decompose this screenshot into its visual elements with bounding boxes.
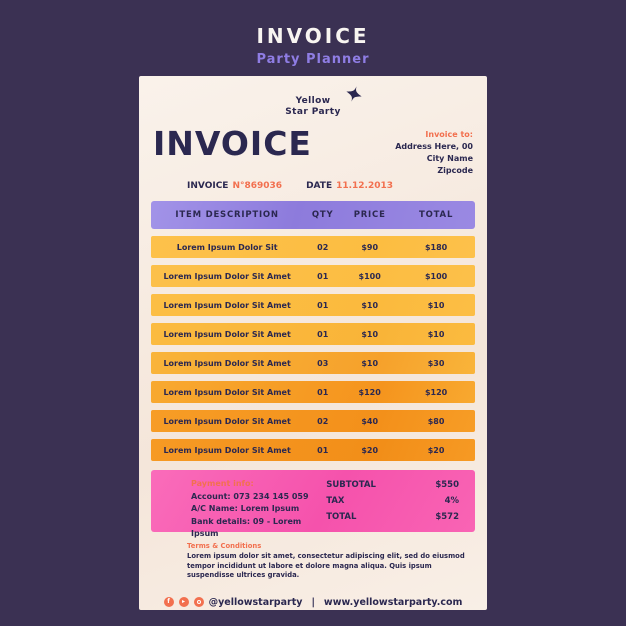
cell-price: $120 [358,387,381,397]
table-row [151,236,475,258]
cell-total: $20 [427,445,445,455]
total-value: $572 [435,512,459,522]
col-total: TOTAL [419,210,454,220]
cell-description: Lorem Ipsum Dolor Sit Amet [163,358,291,368]
cell-price: $90 [361,242,379,252]
table-row [151,265,475,287]
social-handle: @yellowstarparty [208,596,303,608]
brand-line2: Star Party [285,106,341,117]
cell-description: Lorem Ipsum Dolor Sit Amet [163,387,291,397]
invoice-card [139,76,487,610]
cell-price: $10 [361,329,379,339]
bill-to-block [395,127,473,177]
title-row [151,124,475,177]
cell-price: $10 [361,300,379,310]
cell-qty: 01 [317,387,329,397]
page-title: INVOICE [256,24,370,48]
table-header [151,201,475,229]
brand-logo [258,96,368,117]
cell-description: Lorem Ipsum Dolor Sit Amet [163,271,291,281]
totals-block [326,478,459,524]
col-item-description: ITEM DESCRIPTION [175,210,279,220]
cell-qty: 01 [317,271,329,281]
cell-qty: 02 [317,416,329,426]
invoice-meta [187,181,475,191]
cell-qty: 01 [317,445,329,455]
table-row [151,439,475,461]
cell-total: $10 [427,300,445,310]
total-row: TOTAL $572 [326,512,459,522]
table-row [151,381,475,403]
website-url: www.yellowstarparty.com [323,596,463,608]
payment-bank-details: Bank details: 09 - Lorem Ipsum [191,516,302,538]
cell-price: $20 [361,445,379,455]
cell-description: Lorem Ipsum Dolor Sit Amet [163,416,291,426]
subtotal-value: $550 [435,480,459,490]
city-line: City Name [426,154,473,163]
cell-description: Lorem Ipsum Dolor Sit Amet [163,445,291,455]
cell-price: $10 [361,358,379,368]
invoice-date: DATE 11.12.2013 [306,181,394,191]
cell-total: $10 [427,329,445,339]
page-header [0,0,626,67]
col-price: PRICE [353,210,386,220]
footer-separator: | [311,596,315,608]
subtotal-row: SUBTOTAL $550 [326,480,459,490]
cell-qty: 01 [317,329,329,339]
table-row [151,294,475,316]
payment-info [191,478,326,538]
zipcode-line: Zipcode [437,166,473,175]
address-line: Address Here, 00 [395,142,473,151]
invoice-to-label: Invoice to: [425,130,473,139]
cell-qty: 02 [317,242,329,252]
cell-price: $40 [361,416,379,426]
cell-description: Lorem Ipsum Dolor Sit [176,242,278,252]
cell-price: $100 [358,271,381,281]
table-row [151,352,475,374]
invoice-table-rows [151,236,475,461]
cell-qty: 03 [317,358,329,368]
cell-total: $180 [424,242,448,252]
page-subtitle: Party Planner [256,52,370,67]
cell-description: Lorem Ipsum Dolor Sit Amet [163,329,291,339]
cell-total: $30 [427,358,445,368]
cell-description: Lorem Ipsum Dolor Sit Amet [163,300,291,310]
youtube-icon: ▸ [179,597,189,607]
payment-account: Account: 073 234 145 059 [191,491,309,501]
payment-info-label: Payment info: [191,479,254,488]
payment-section [151,470,475,538]
cell-total: $100 [424,271,448,281]
tax-value: 4% [444,496,459,506]
terms-section [187,542,467,581]
table-row [151,323,475,345]
cell-total: $120 [424,387,448,397]
cell-qty: 01 [317,300,329,310]
terms-text: Lorem ipsum dolor sit amet, consectetur adipiscing elit, sed do eiusmod tempor incididunt ut labore et dolore magna aliqua. Quis ipsum suspendisse ultrices gravida. [187,552,465,579]
facebook-icon: f [164,597,174,607]
tax-row: TAX 4% [326,496,459,506]
cell-total: $80 [427,416,445,426]
invoice-title: INVOICE [153,124,312,163]
table-row [151,410,475,432]
sparkle-star-icon [346,86,362,102]
col-qty: QTY [311,210,334,220]
terms-label: Terms & Conditions [187,542,262,550]
payment-ac-name: A/C Name: Lorem Ipsum [191,504,300,513]
brand-line1: Yellow [295,96,331,106]
card-footer [151,597,475,608]
invoice-number: INVOICE N°869036 [187,181,283,191]
instagram-icon [194,597,204,607]
